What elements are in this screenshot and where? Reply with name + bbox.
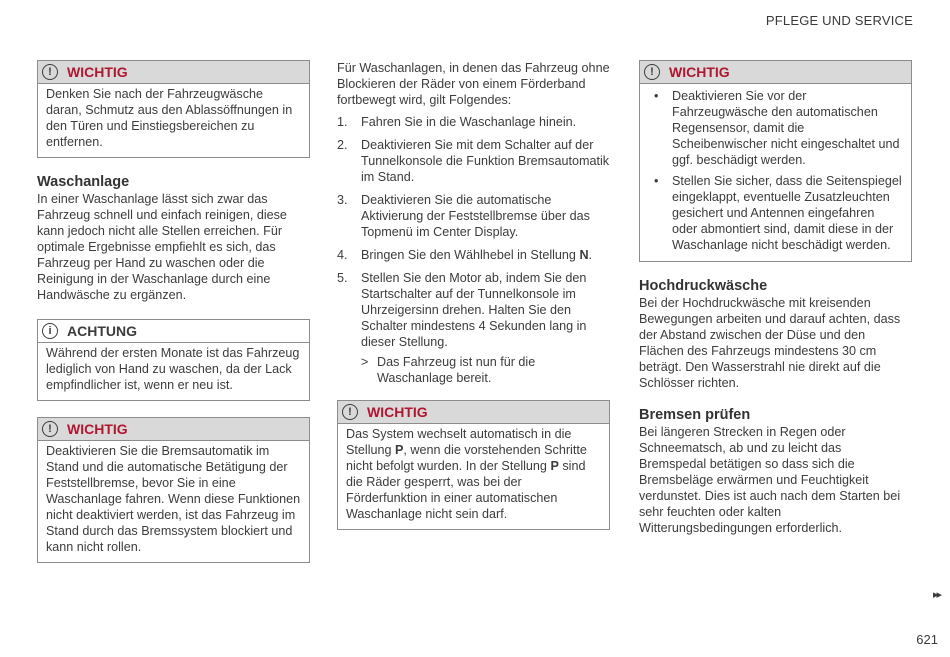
column-right [639, 60, 912, 552]
list-item: 1. Fahren Sie in die Waschanlage hinein. [337, 115, 577, 129]
section-text: Bei der Hochdruckwäsche mit kreisenden Bewegungen arbeiten und darauf achten, dass der Abstand zwischen der Düse und den Flächen des Fahrzeugs mindestens 30 cm beträgt. Den Wasserstrahl nie direkt auf die Schlösser richten. [639, 296, 901, 390]
important-box [337, 400, 610, 530]
step-result: > Das Fahrzeug ist nun für die Waschanlage bereit. [361, 355, 536, 385]
bremsen-section [639, 407, 912, 536]
important-box [37, 60, 310, 158]
list-item: 3. Deaktivieren Sie die automatische Aktivierung der Feststellbremse über das Topmenü im Center Display. [337, 193, 590, 239]
column-middle [337, 60, 610, 546]
box-text: Während der ersten Monate ist das Fahrzeug lediglich von Hand zu waschen, da der Lack empfindlicher ist, wenn er neu ist. [46, 346, 300, 392]
important-box [639, 60, 912, 262]
exclamation-circle-icon: ! [342, 404, 358, 420]
exclamation-circle-icon: ! [42, 64, 58, 80]
hochdruck-section [639, 278, 912, 391]
caution-box [37, 319, 310, 401]
box-text: Deaktivieren Sie die Bremsautomatik im Stand und die automatische Betätigung der Feststellbremse, bevor Sie in eine Waschanlage fahren. Wenn diese Funktionen nicht deaktiviert werden, ist das Fahrzeug im Stand durch das Bremssystem blockiert und kann nicht rollen. [46, 444, 301, 554]
exclamation-circle-icon: ! [42, 421, 58, 437]
next-page-arrow-icon[interactable]: ▸▸ [932, 589, 940, 601]
box-title: ACHTUNG [67, 323, 137, 339]
list-item: • Deaktivieren Sie vor der Fahrzeugwäsche den automatischen Regensensor, damit die Scheibenwischer nicht eingeschaltet und ggf. beschädigt werden. [654, 89, 900, 167]
box-title: WICHTIG [67, 421, 128, 437]
box-title: WICHTIG [367, 404, 428, 420]
box-text: Denken Sie nach der Fahrzeugwäsche daran, Schmutz aus den Ablassöffnungen in den Türen und Einstiegsbereichen zu entfernen. [46, 87, 293, 149]
list-item: 4. Bringen Sie den Wählhebel in Stellung N. [337, 248, 593, 262]
column-left [37, 60, 310, 579]
page-number: 621 [916, 632, 938, 647]
list-item: 5. Stellen Sie den Motor ab, indem Sie den Startschalter auf der Tunnelkonsole im Uhrzeigersinn drehen. Halten Sie den Schalter mindestens 4 Sekunden lang in dieser Stellung. > Das Fahrzeug ist nun für die Waschanlage bereit. [337, 270, 610, 386]
waschanlage-section [37, 174, 310, 303]
section-heading: Waschanlage [37, 174, 130, 190]
section-heading: Hochdruckwäsche [639, 278, 768, 294]
box-text: Das System wechselt automatisch in die Stellung P, wenn die vorstehenden Schritte nicht befolgt wurden. In der Stellung P sind die Räder gesperrt, was bei der Förderfunktion in einer automatischen Waschanlage nicht sein darf. [346, 427, 587, 521]
bullet-list [648, 88, 903, 253]
box-title: WICHTIG [67, 64, 128, 80]
section-header: PFLEGE UND SERVICE [765, 13, 913, 28]
info-circle-icon: i [42, 323, 58, 339]
section-text: Bei längeren Strecken in Regen oder Schneematsch, ab und zu leicht das Bremspedal betätigen so dass sich die Bremsbeläge erwärmen und Feuchtigkeit verdunstet. Dies ist auch nach dem Starten bei sehr feuchten oder kalten Witterungsbedingungen erforderlich. [639, 425, 901, 535]
box-title: WICHTIG [669, 64, 730, 80]
intro-text: Für Waschanlagen, in denen das Fahrzeug ohne Blockieren der Räder von einem Förderband fortbewegt wird, gilt Folgendes: [337, 61, 610, 107]
important-box [37, 417, 310, 563]
list-item: 2. Deaktivieren Sie mit dem Schalter auf der Tunnelkonsole die Funktion Bremsautomatik im Stand. [337, 138, 610, 184]
list-item: • Stellen Sie sicher, dass die Seitenspiegel eingeklappt, eventuelle Zusatzleuchten gesichert und Antennen eingefahren oder abmontiert sind, damit diese in der Waschanlage nicht beschädigt werden. [654, 174, 902, 252]
exclamation-circle-icon: ! [644, 64, 660, 80]
steps-list [337, 114, 610, 386]
section-text: In einer Waschanlage lässt sich zwar das Fahrzeug schnell und einfach reinigen, diese kann jedoch nicht alle Stellen erreichen. Für optimale Ergebnisse empfiehlt es sich, das Fahrzeug per Hand zu waschen oder die Reinigung in der Waschanlage durch eine Handwäsche zu ergänzen. [37, 192, 287, 302]
section-heading: Bremsen prüfen [639, 407, 751, 423]
